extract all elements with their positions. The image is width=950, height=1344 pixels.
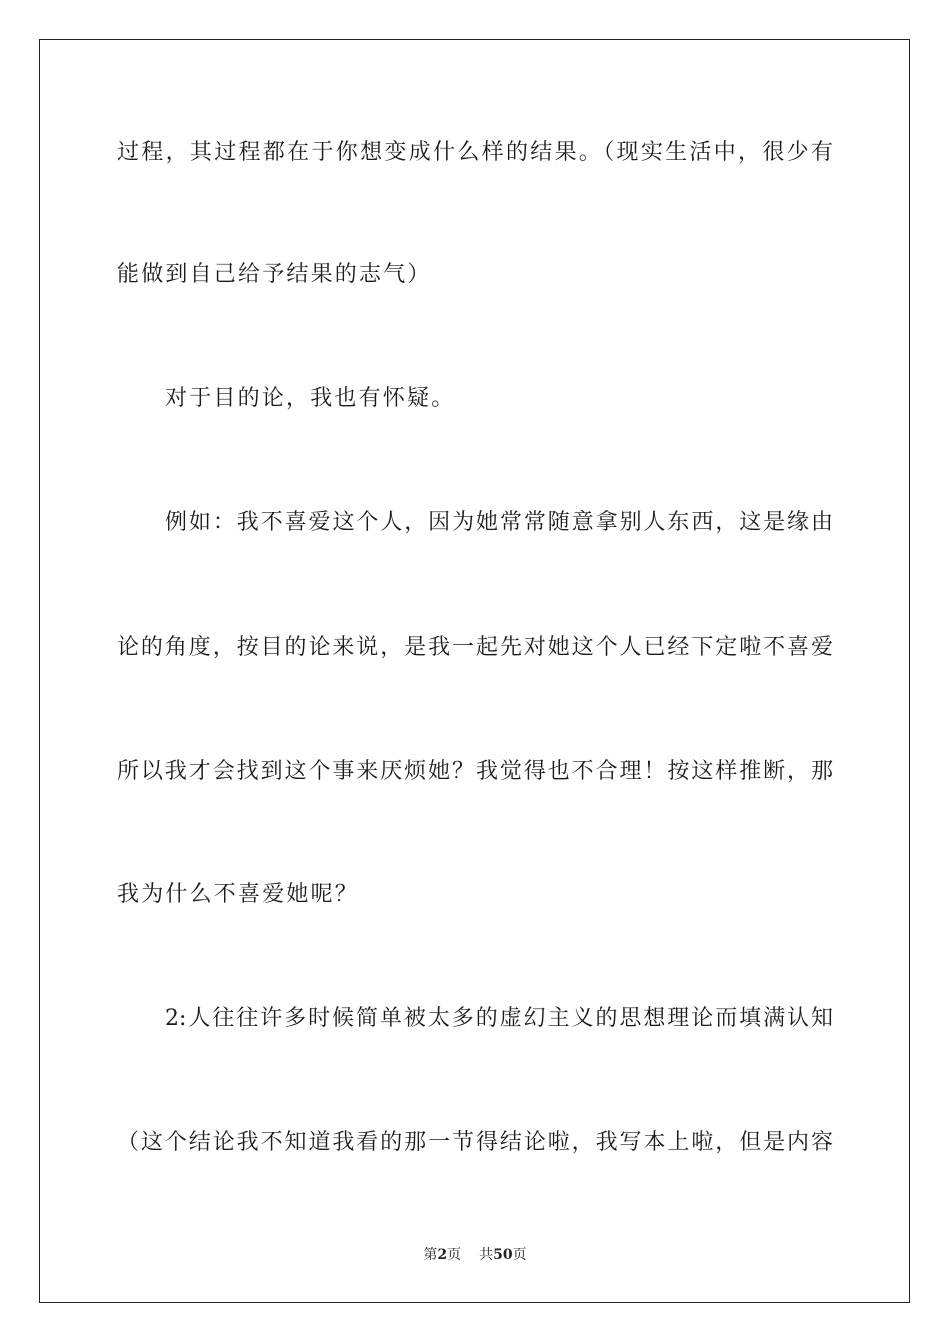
page-border bbox=[39, 39, 910, 1303]
total-prefix: 共 bbox=[479, 1247, 494, 1263]
text-line-1: 过程，其过程都在于你想变成什么样的结果。（现实生活中，很少有 bbox=[117, 140, 833, 165]
text-line-5: 论的角度，按目的论来说，是我一起先对她这个人已经下定啦不喜爱 bbox=[117, 635, 833, 660]
page-footer bbox=[0, 1246, 950, 1264]
text-line-6: 所以我才会找到这个事来厌烦她？我觉得也不合理！按这样推断，那 bbox=[117, 759, 833, 784]
current-page-number: 2 bbox=[437, 1247, 448, 1263]
text-line-3: 对于目的论，我也有怀疑。 bbox=[165, 386, 456, 411]
text-line-4: 例如：我不喜爱这个人，因为她常常随意拿别人东西，这是缘由 bbox=[165, 510, 833, 535]
page-prefix: 第 bbox=[423, 1247, 438, 1263]
page-suffix: 页 bbox=[447, 1247, 462, 1263]
total-page-count: 50 bbox=[493, 1247, 513, 1263]
text-line-9: （这个结论我不知道我看的那一节得结论啦，我写本上啦，但是内容 bbox=[117, 1130, 833, 1155]
text-line-7: 我为什么不喜爱她呢？ bbox=[117, 882, 360, 907]
text-line-8: 2:人往往许多时候简单被太多的虚幻主义的思想理论而填满认知 bbox=[165, 1006, 833, 1031]
total-suffix: 页 bbox=[512, 1247, 527, 1263]
text-line-2: 能做到自己给予结果的志气） bbox=[117, 262, 432, 287]
